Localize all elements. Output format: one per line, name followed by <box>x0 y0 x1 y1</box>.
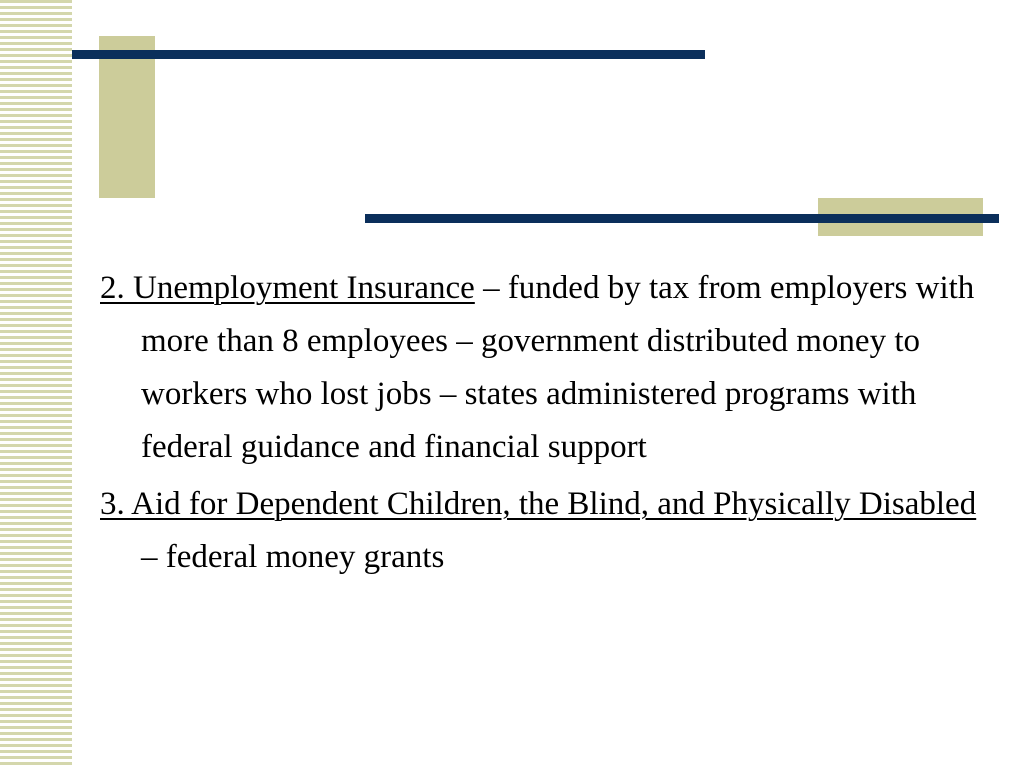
slide-content <box>100 262 980 584</box>
point-body: – federal money grants <box>141 539 445 575</box>
left-stripe-decoration <box>0 0 72 768</box>
point-aid-dependent-children <box>100 478 980 584</box>
accent-square-top <box>99 36 155 198</box>
point-title: 3. Aid for Dependent Children, the Blind, and Physically Disabled <box>100 486 977 522</box>
point-unemployment-insurance <box>100 262 980 474</box>
top-divider-rule <box>72 50 705 59</box>
middle-divider-rule <box>365 214 999 223</box>
point-body: – funded by tax from employers with more than 8 employees – government distributed money to workers who lost jobs – states administered programs with federal guidance and financial support <box>141 270 975 465</box>
point-title: 2. Unemployment Insurance <box>100 270 475 306</box>
